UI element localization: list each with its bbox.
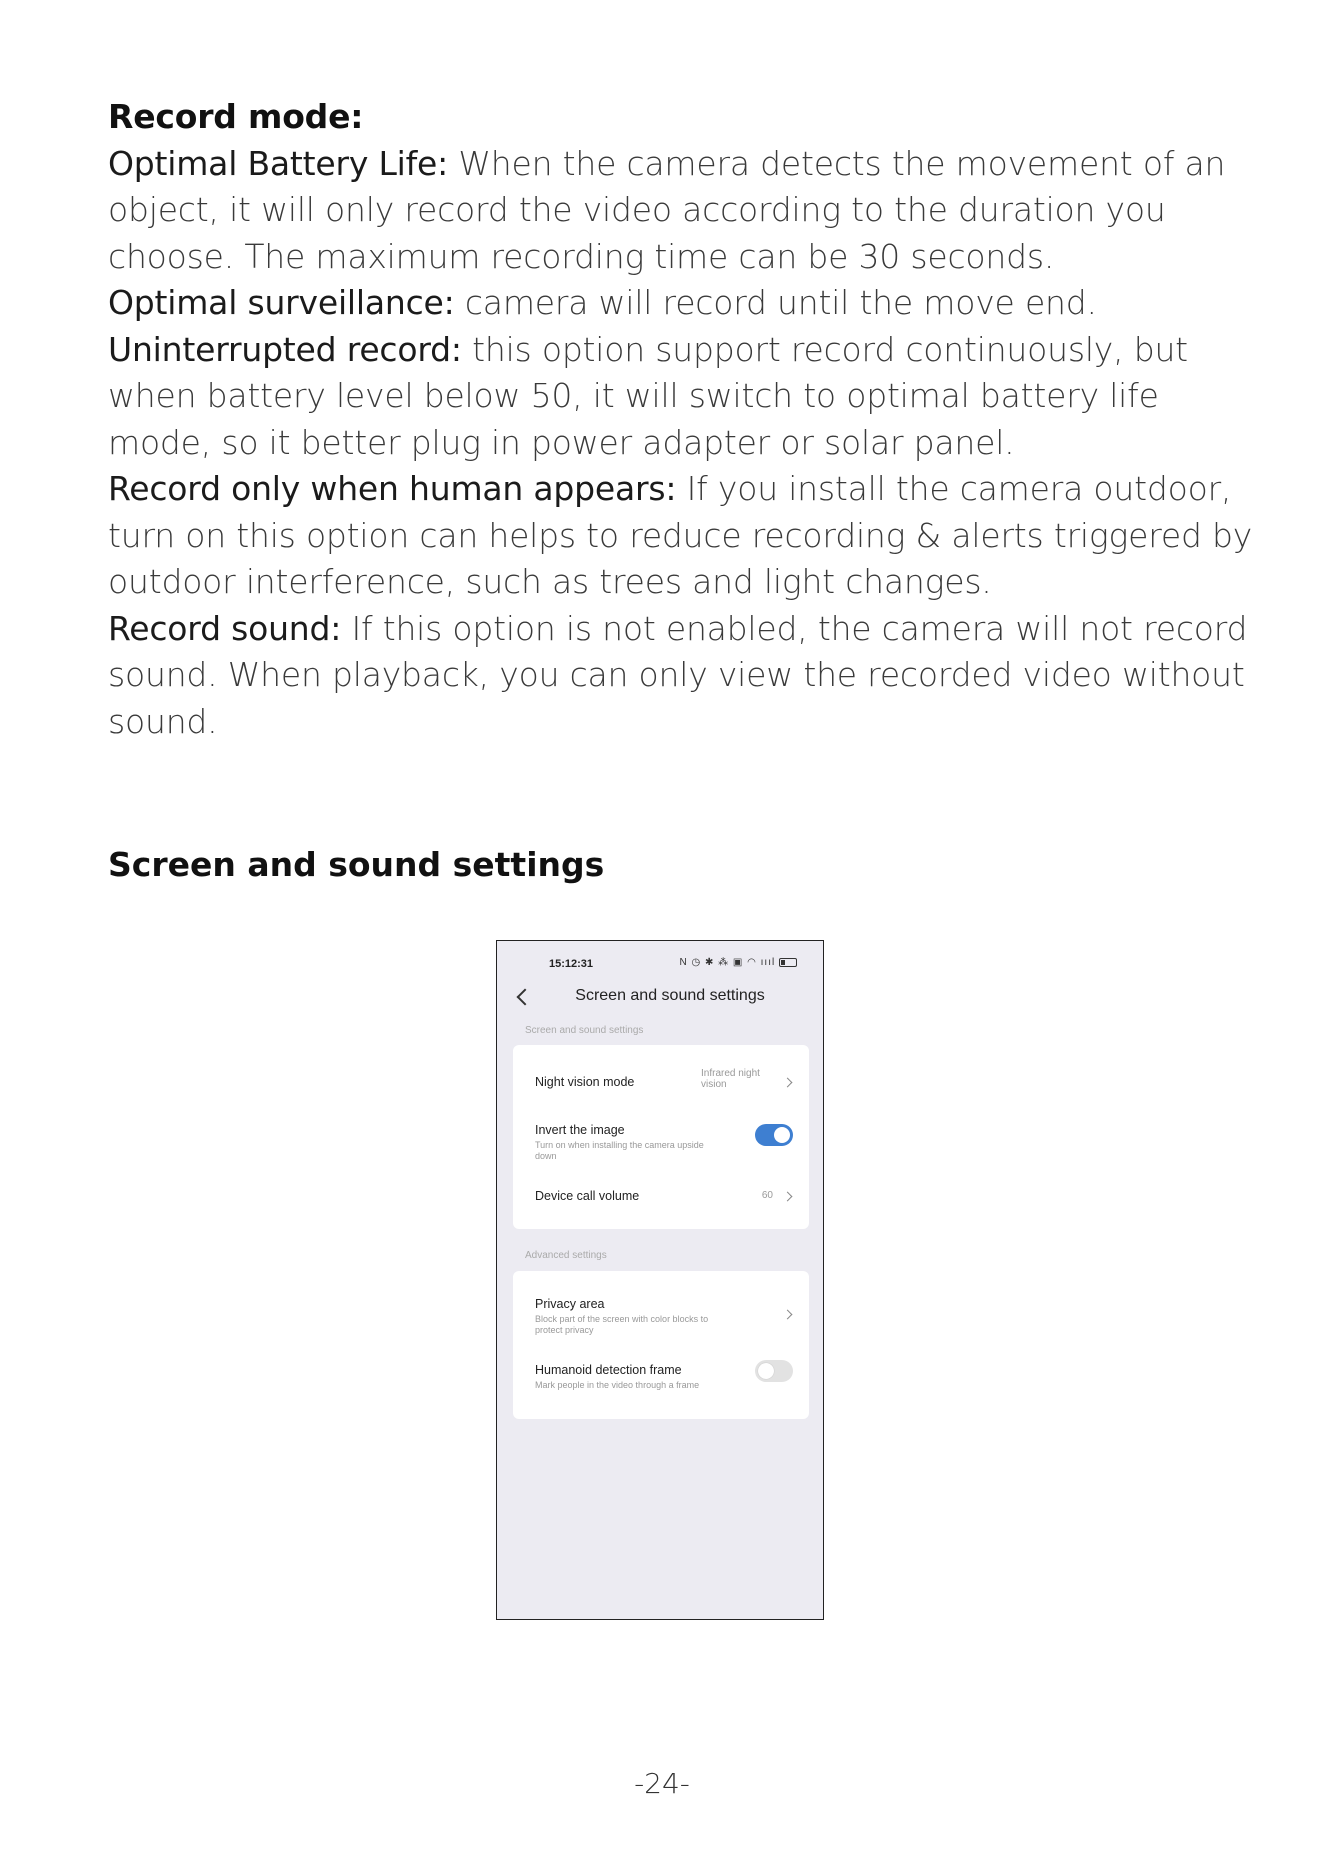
row-title: Device call volume bbox=[535, 1189, 640, 1203]
status-time: 15:12:31 bbox=[549, 958, 594, 970]
settings-card-advanced bbox=[513, 1271, 809, 1419]
row-title: Privacy area bbox=[535, 1297, 605, 1311]
row-subtitle: Turn on when installing the camera upside down bbox=[535, 1140, 704, 1161]
record-mode-heading: Record mode: bbox=[108, 97, 364, 136]
paragraph-text: If you install the camera outdoor, turn on this option can helps to reduce recording & alerts triggered by outdoor interference, such as trees and light changes. bbox=[108, 469, 1253, 601]
row-call-volume[interactable] bbox=[535, 1189, 793, 1203]
row-invert-image bbox=[535, 1123, 793, 1162]
toggle-knob bbox=[758, 1363, 774, 1379]
row-subtitle: Block part of the screen with color blocks to protect privacy bbox=[535, 1314, 709, 1335]
status-icons-text: N ◷ ✱ ⁂ ▣ ◠ ıııl bbox=[679, 957, 776, 968]
phone-screenshot bbox=[496, 940, 824, 1620]
paragraph-record-sound bbox=[108, 606, 1268, 746]
term-label: Record sound: bbox=[108, 608, 342, 648]
settings-card-screen-sound bbox=[513, 1045, 809, 1229]
invert-image-toggle[interactable] bbox=[755, 1124, 793, 1146]
term-label: Uninterrupted record: bbox=[108, 329, 462, 369]
page-number: -24- bbox=[634, 1767, 690, 1800]
toggle-knob bbox=[774, 1127, 790, 1143]
paragraph-optimal-battery bbox=[108, 141, 1268, 281]
row-title: Humanoid detection frame bbox=[535, 1363, 682, 1377]
paragraph-text: this option support record continuously, but when battery level below 50, it will switch to optimal battery life mode, so it better plug in power adapter or solar panel. bbox=[108, 329, 1188, 462]
screen-sound-heading: Screen and sound settings bbox=[108, 845, 605, 884]
term-label: Optimal surveillance: bbox=[108, 283, 455, 322]
row-humanoid-frame bbox=[535, 1363, 793, 1391]
call-volume-value: 60 bbox=[761, 1190, 773, 1201]
row-privacy-area[interactable] bbox=[535, 1297, 793, 1336]
humanoid-frame-toggle[interactable] bbox=[755, 1360, 793, 1382]
group-label-advanced: Advanced settings bbox=[525, 1250, 607, 1261]
row-title: Invert the image bbox=[535, 1123, 625, 1137]
term-label: Optimal Battery Life: bbox=[108, 143, 449, 183]
row-title: Night vision mode bbox=[535, 1075, 635, 1089]
paragraph-optimal-surveillance bbox=[108, 280, 1268, 327]
row-subtitle: Mark people in the video through a frame bbox=[535, 1380, 700, 1390]
paragraph-text: camera will record until the move end. bbox=[454, 283, 1097, 322]
term-label: Record only when human appears: bbox=[108, 469, 677, 508]
night-vision-value: Infrared night vision bbox=[701, 1068, 760, 1090]
chevron-right-icon bbox=[783, 1310, 793, 1320]
paragraph-human-record bbox=[108, 466, 1268, 606]
battery-icon bbox=[779, 958, 797, 967]
nav-title: Screen and sound settings bbox=[575, 987, 765, 1004]
document-body bbox=[108, 94, 1268, 745]
paragraph-text: When the camera detects the movement of an object, it will only record the video according to the duration you choose. The maximum recording time can be 30 seconds. bbox=[108, 143, 1226, 276]
paragraph-text: If this option is not enabled, the camera will not record sound. When playback, you can only view the recorded video without sound. bbox=[108, 608, 1248, 741]
status-bar-icons bbox=[679, 957, 797, 968]
paragraph-uninterrupted-record bbox=[108, 327, 1268, 467]
group-label-screen-sound: Screen and sound settings bbox=[525, 1025, 644, 1036]
row-night-vision[interactable] bbox=[535, 1068, 793, 1090]
